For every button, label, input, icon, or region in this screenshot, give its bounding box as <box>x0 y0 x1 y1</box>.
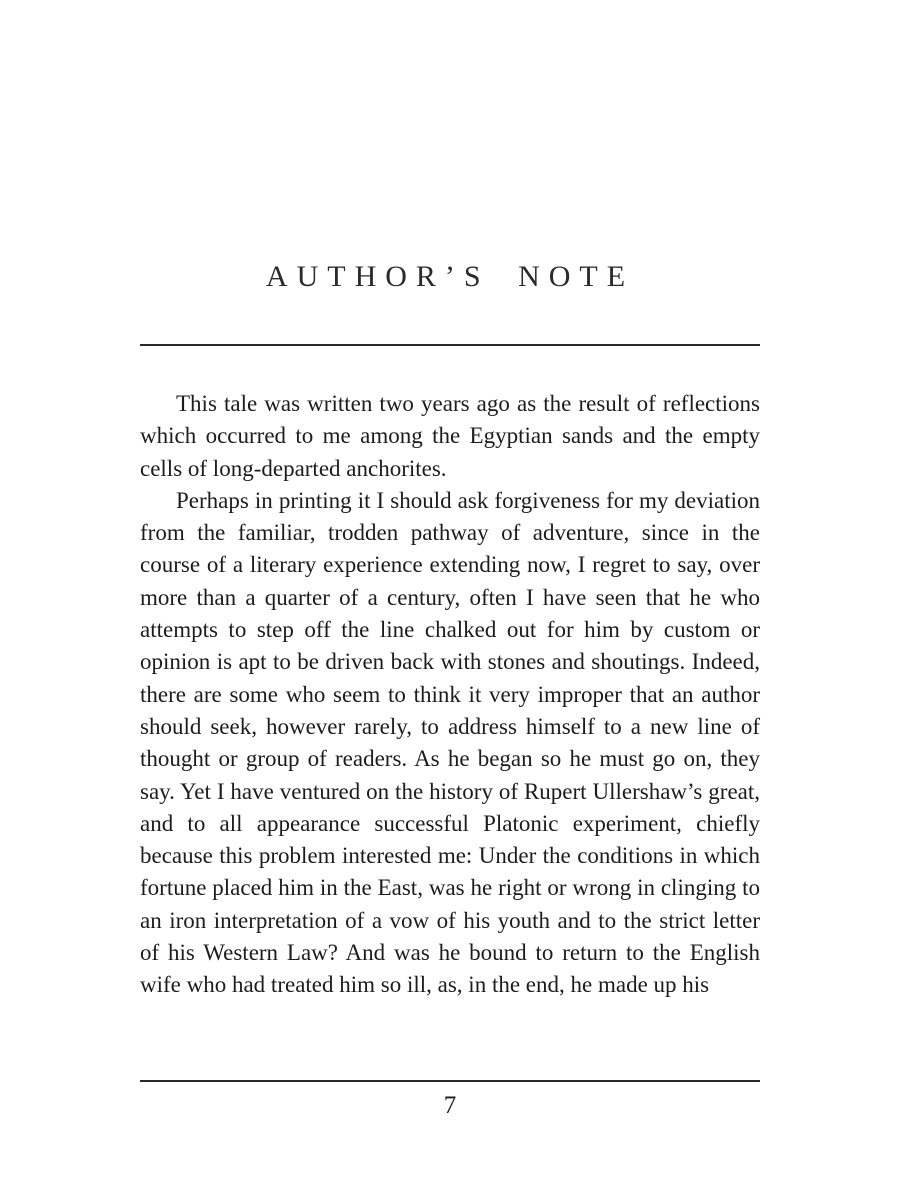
top-divider <box>140 344 760 346</box>
page-body <box>140 388 760 1002</box>
bottom-divider <box>140 1080 760 1082</box>
paragraph: Perhaps in printing it I should ask forgiveness for my deviation from the familiar, trodden pathway of adventure, since in the course of a literary experience extending now, I regret to say, over more than a quarter of a century, often I have seen that he who attempts to step off the line chalked out for him by custom or opinion is apt to be driven back with stones and shoutings. Indeed, there are some who seem to think it very improper that an author should seek, however rarely, to address himself to a new line of thought or group of readers. As he began so he must go on, they say. Yet I have ventured on the history of Rupert Ullershaw’s great, and to all appearance successful Platonic experiment, chiefly because this problem interested me: Under the conditions in which fortune placed him in the East, was he right or wrong in clinging to an iron interpretation of a vow of his youth and to the strict letter of his Western Law? And was he bound to return to the English wife who had treated him so ill, as, in the end, he made up his <box>140 487 760 998</box>
paragraph: This tale was written two years ago as the result of reflections which occurred to me among the Egyptian sands and the empty cells of long-departed anchorites. <box>140 391 760 481</box>
page-number: 7 <box>443 1092 457 1119</box>
page-title: AUTHOR’S NOTE <box>265 260 635 293</box>
